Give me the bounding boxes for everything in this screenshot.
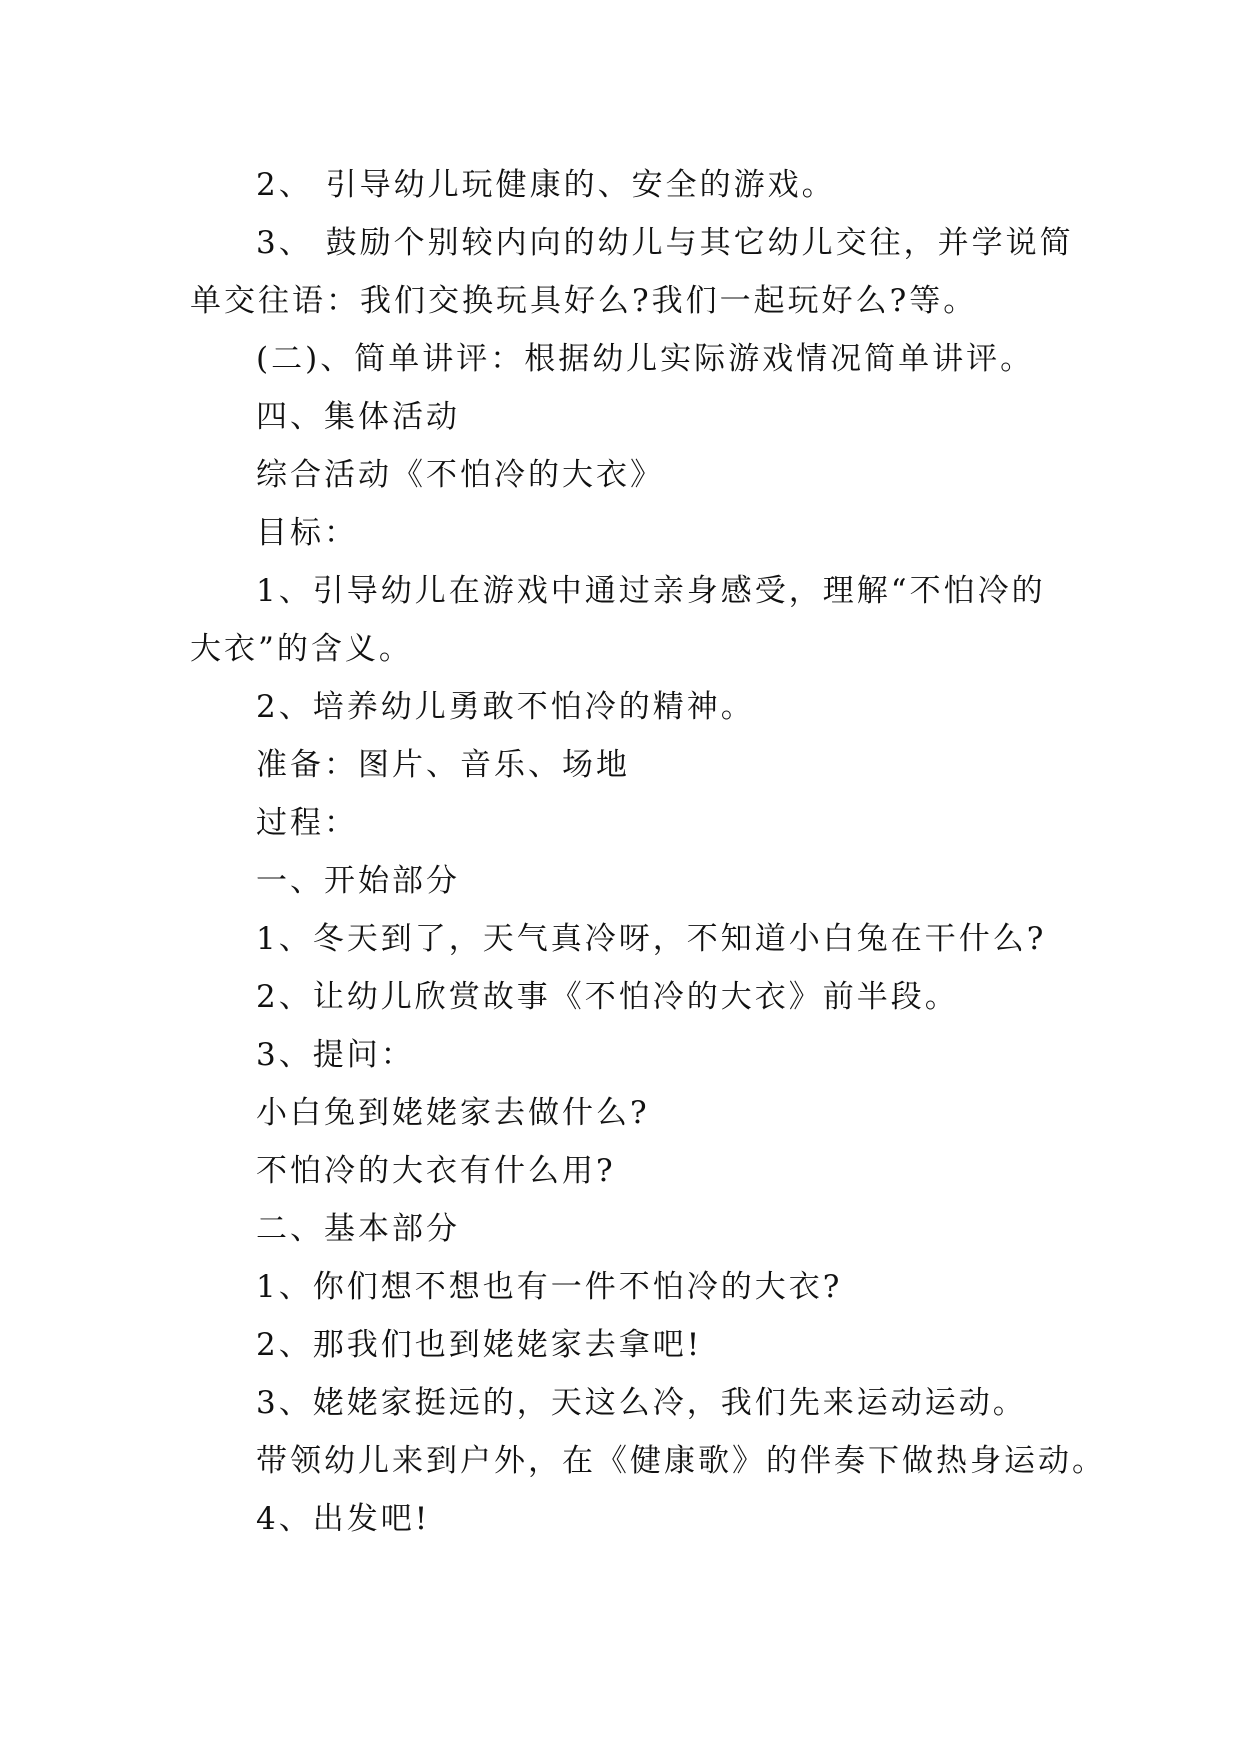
section-heading: 四、集体活动: [256, 399, 460, 435]
text-line: 3、 鼓励个别较内向的幼儿与其它幼儿交往，并学说简: [256, 225, 1074, 261]
text-line: 不怕冷的大衣有什么用?: [256, 1153, 616, 1189]
text-line: 2、那我们也到姥姥家去拿吧!: [256, 1327, 703, 1363]
activity-title: 综合活动《不怕冷的大衣》: [256, 457, 664, 493]
text-line: 1、冬天到了，天气真冷呀，不知道小白兔在干什么?: [256, 921, 1047, 957]
text-line: 过程：: [256, 805, 358, 841]
text-line: 大衣”的含义。: [190, 631, 413, 667]
text-line: 3、提问：: [256, 1037, 415, 1073]
text-line: 4、出发吧!: [256, 1501, 431, 1537]
section-heading: 一、开始部分: [256, 863, 460, 899]
text-line: 2、 引导幼儿玩健康的、安全的游戏。: [256, 167, 836, 203]
text-line: 1、你们想不想也有一件不怕冷的大衣?: [256, 1269, 843, 1305]
text-line: 单交往语：我们交换玩具好么?我们一起玩好么?等。: [190, 283, 978, 319]
text-line: 2、让幼儿欣赏故事《不怕冷的大衣》前半段。: [256, 979, 959, 1015]
text-line: (二)、简单讲评：根据幼儿实际游戏情况简单讲评。: [256, 341, 1035, 377]
text-line: 目标：: [256, 515, 358, 551]
text-line: 准备：图片、音乐、场地: [256, 747, 630, 783]
text-line: 3、姥姥家挺远的，天这么冷，我们先来运动运动。: [256, 1385, 1027, 1421]
text-line: 1、引导幼儿在游戏中通过亲身感受，理解“不怕冷的: [256, 573, 1046, 609]
text-line: 带领幼儿来到户外，在《健康歌》的伴奏下做热身运动。: [256, 1443, 1106, 1479]
section-heading: 二、基本部分: [256, 1211, 460, 1247]
text-line: 2、培养幼儿勇敢不怕冷的精神。: [256, 689, 755, 725]
text-line: 小白兔到姥姥家去做什么?: [256, 1095, 650, 1131]
